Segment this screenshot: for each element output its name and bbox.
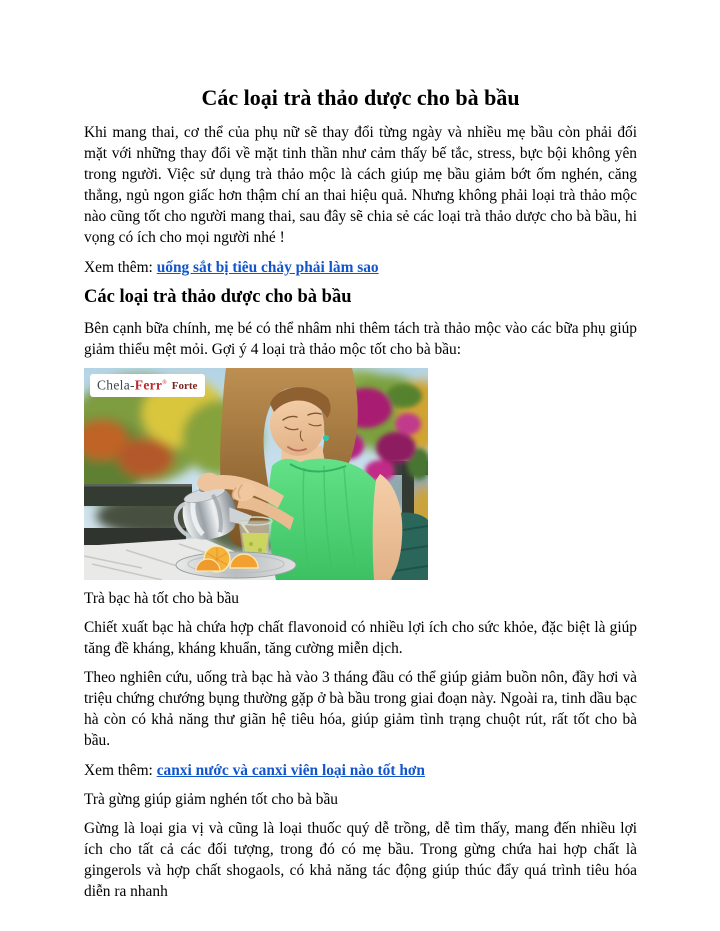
see-more-label: Xem thêm: [84, 761, 153, 779]
article-photo [84, 368, 428, 580]
tea-photo-illustration [84, 368, 428, 580]
mint-tea-caption: Trà bạc hà tốt cho bà bầu [84, 589, 240, 607]
chela-ferr-logo [90, 374, 205, 398]
ginger-paragraph-1: Gừng là loại gia vị và cũng là loại thuốc quý dễ trồng, dễ tìm thấy, mang đến nhiều lợi ích cho tất cả các đối tượng, trong đó có mẹ bầu. Trong gừng chứa hai hợp chất là gingerols và hợp chất shogaols, có khả năng tác động giúp thúc đẩy quá trình tiêu hóa diễn ra nhanh [84, 819, 637, 900]
logo-registered-mark: ® [162, 379, 167, 386]
intro-paragraph: Khi mang thai, cơ thể của phụ nữ sẽ thay đổi từng ngày và nhiều mẹ bầu còn phải đối mặt với những thay đổi về mặt tinh thần như cảm thấy bế tắc, stress, bực bội không yên trong người. Việc sử dụng trà thảo mộc là cách giúp mẹ bầu giảm bớt ốm nghén, căng thẳng, ngủ ngon giấc hơn thậm chí an thai hiệu quả. Nhưng không phải loại trà thảo mộc nào cũng tốt cho người mang thai, sau đây sẽ chia sẻ các loại trà thảo dược cho bà bầu, hi vọng có ích cho mọi người nhé ! [84, 124, 637, 247]
see-more-line-iron [84, 257, 637, 278]
page-title: Các loại trà thảo dược cho bà bầu [201, 85, 520, 110]
section-heading: Các loại trà thảo dược cho bà bầu [84, 286, 352, 307]
logo-text-ferr: Ferr [134, 377, 163, 393]
mint-paragraph-2: Theo nghiên cứu, uống trà bạc hà vào 3 tháng đầu có thể giúp giảm buồn nôn, đầy hơi và triệu chứng chướng bụng thường gặp ở bà bầu trong giai đoạn này. Ngoài ra, tinh dầu bạc hà còn có khả năng thư giãn hệ tiêu hóa, giúp giảm tình trạng chuột rút, rất tốt cho bà bầu. [84, 669, 637, 750]
see-more-link-calcium[interactable]: canxi nước và canxi viên loại nào tốt hơn [156, 761, 425, 779]
document-content [84, 84, 637, 910]
section-intro-paragraph: Bên cạnh bữa chính, mẹ bé có thể nhâm nhi thêm tách trà thảo mộc vào các bữa phụ giúp giảm thiểu mệt mỏi. Gợi ý 4 loại trà thảo mộc tốt cho bà bầu: [84, 319, 637, 358]
ginger-tea-caption: Trà gừng giúp giảm nghén tốt cho bà bầu [84, 790, 338, 808]
logo-text-chela: Chela- [97, 377, 135, 393]
see-more-link-iron[interactable]: uống sắt bị tiêu chảy phải làm sao [156, 258, 379, 276]
logo-text-forte: Forte [171, 380, 198, 393]
mint-paragraph-1: Chiết xuất bạc hà chứa hợp chất flavonoid có nhiều lợi ích cho sức khỏe, đặc biệt là giúp tăng đề kháng, kháng khuẩn, tăng cường miễn dịch. [84, 618, 637, 658]
see-more-label: Xem thêm: [84, 258, 153, 276]
see-more-line-calcium [84, 760, 637, 781]
